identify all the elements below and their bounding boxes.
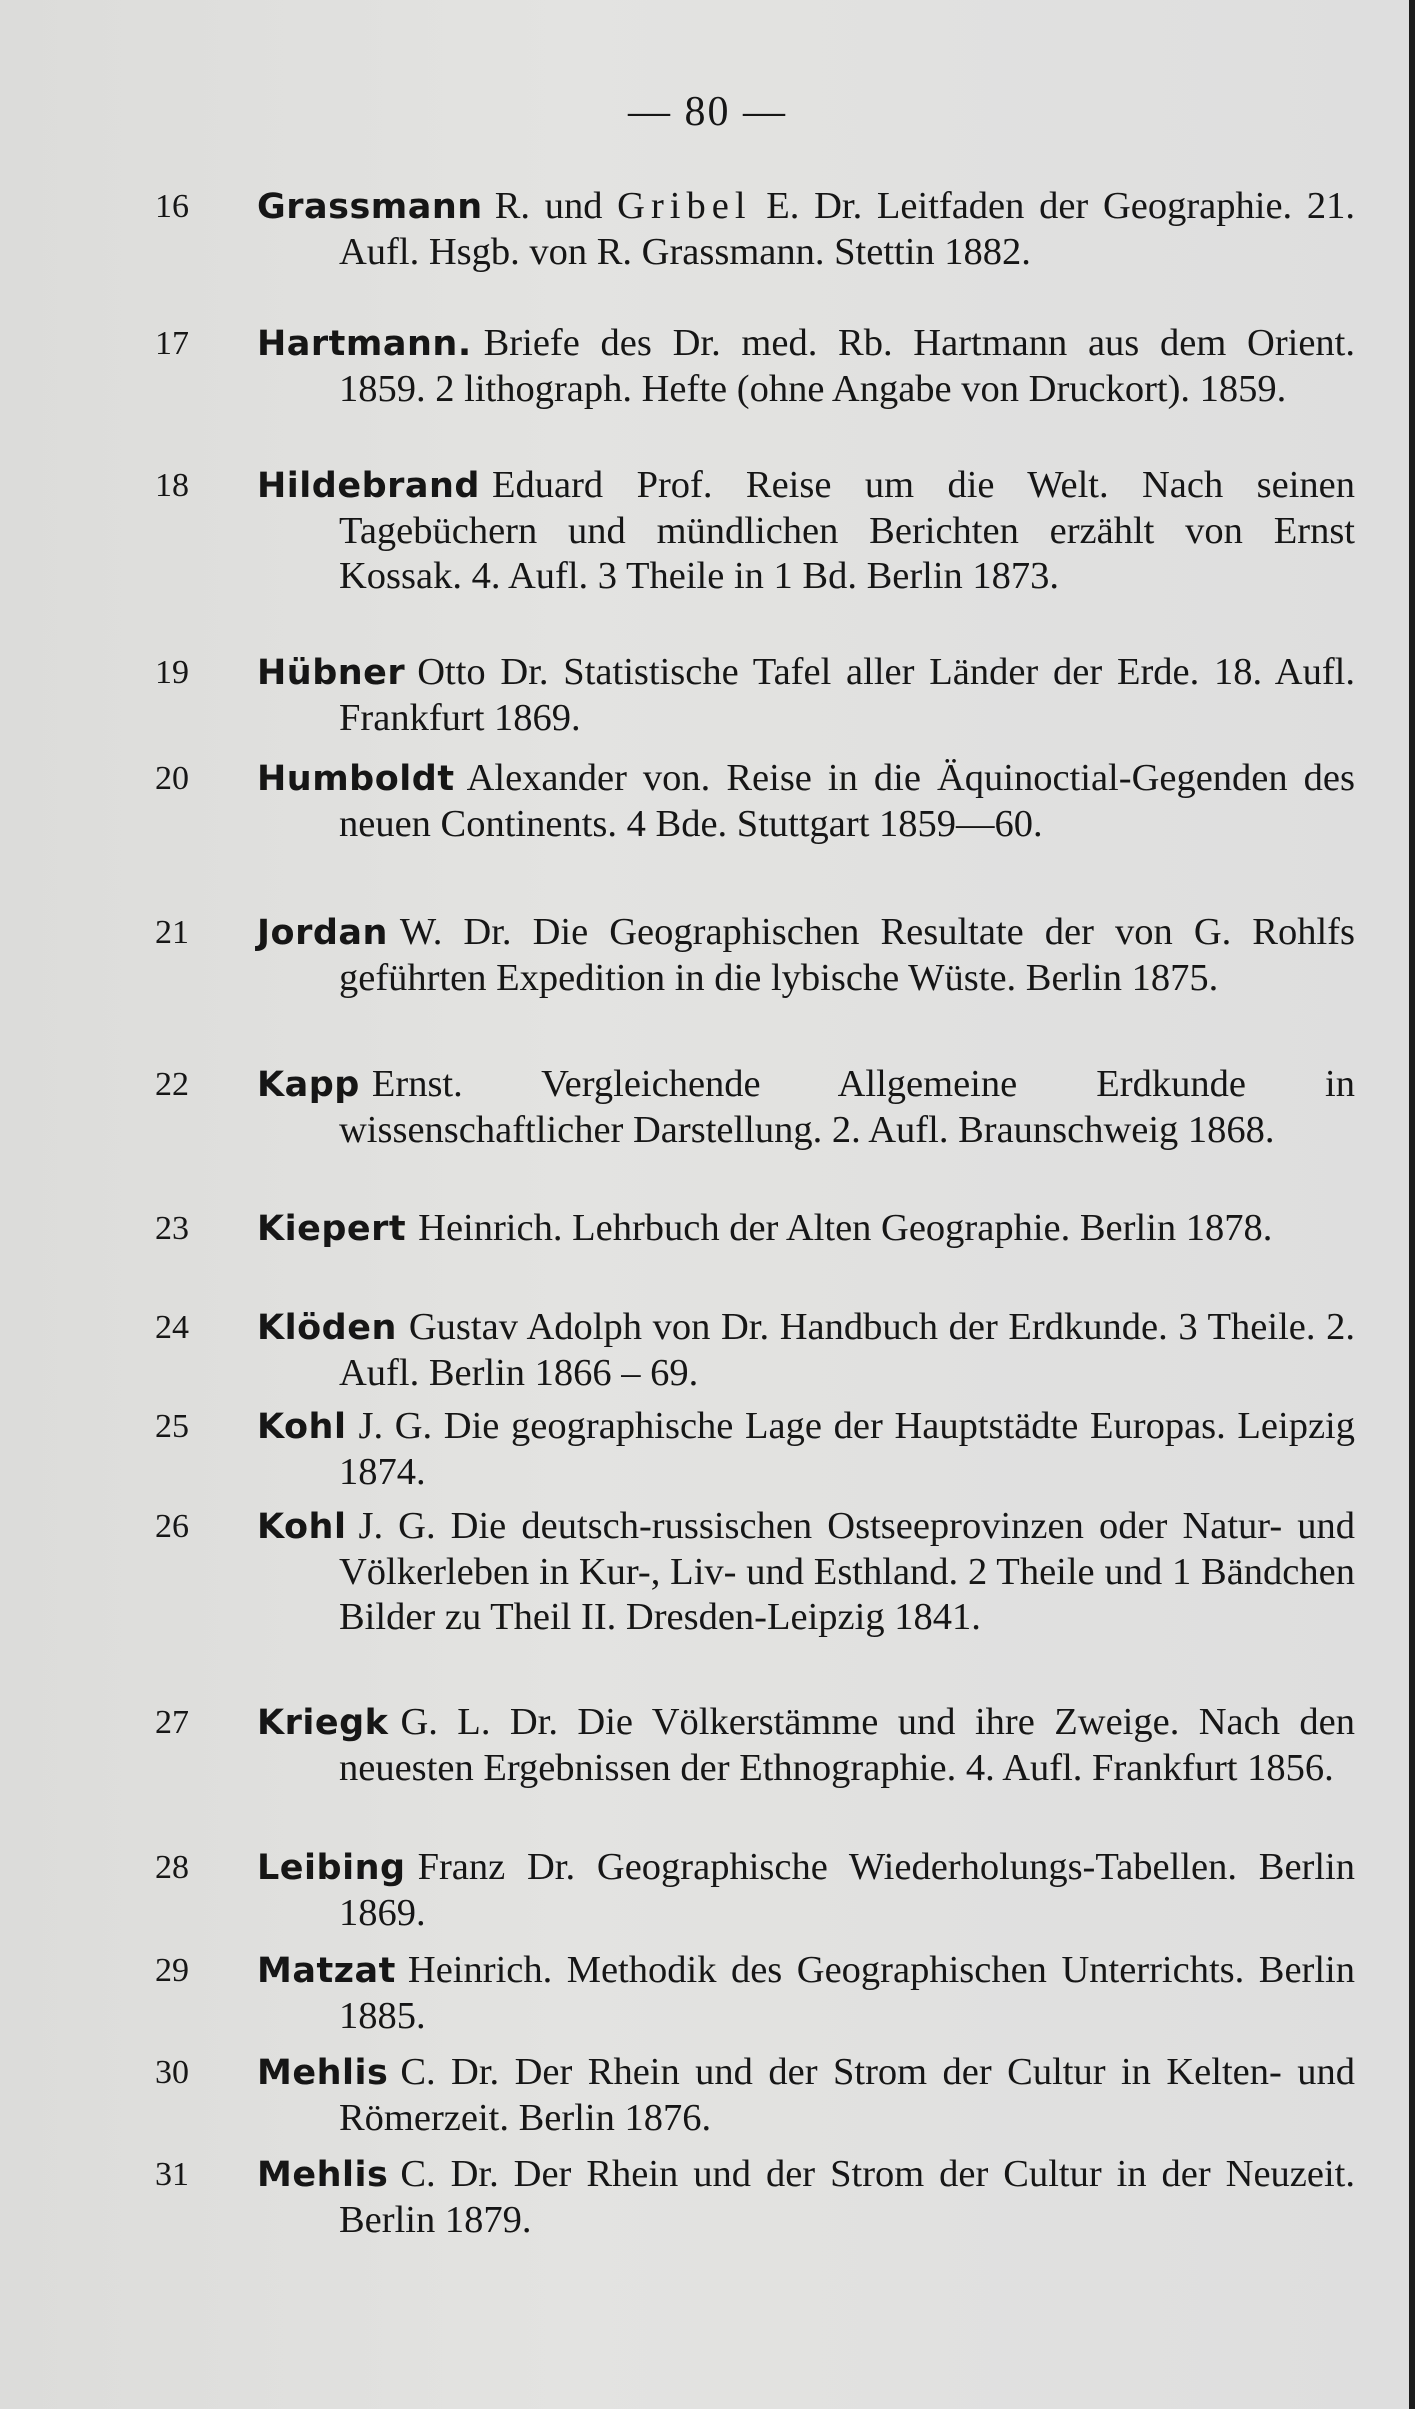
entry-number: 22 bbox=[155, 1066, 189, 1103]
entry-author: Mehlis bbox=[257, 2155, 389, 2195]
entry-text: Mehlis C. Dr. Der Rhein und der Strom der Cultur in Kelten- und Römerzeit. Berlin 1876. bbox=[257, 2051, 1355, 2139]
entry-text: Kohl J. G. Die deutsch-russischen Ostseeprovinzen oder Natur- und Völkerleben in Kur-, Liv- und Esthland. 2 Theile und 1 Bändchen Bilder zu Theil II. Dresden-Leipzig 1841. bbox=[257, 1505, 1355, 1638]
entry-author: Klöden bbox=[257, 1308, 397, 1348]
entry-number: 26 bbox=[155, 1508, 189, 1545]
entry-author: Humboldt bbox=[257, 759, 455, 799]
entry-author: Kohl bbox=[257, 1507, 347, 1547]
entry-text: Mehlis C. Dr. Der Rhein und der Strom der Cultur in der Neuzeit. Berlin 1879. bbox=[257, 2153, 1355, 2241]
entry-number: 30 bbox=[155, 2054, 189, 2091]
entry-text: Kohl J. G. Die geographische Lage der Hauptstädte Europas. Leipzig 1874. bbox=[257, 1405, 1355, 1493]
entry-text: Kiepert Heinrich. Lehrbuch der Alten Geographie. Berlin 1878. bbox=[257, 1207, 1273, 1249]
entry-number: 20 bbox=[155, 760, 189, 797]
entry-number: 25 bbox=[155, 1408, 189, 1445]
entry-number: 21 bbox=[155, 914, 189, 951]
entry-author: Kapp bbox=[257, 1065, 360, 1105]
entry-author: Hübner bbox=[257, 653, 406, 693]
entry-author: Hartmann. bbox=[257, 324, 472, 364]
entry-number: 24 bbox=[155, 1309, 189, 1346]
entry-number: 19 bbox=[155, 654, 189, 691]
entry-author: Hildebrand bbox=[257, 466, 480, 506]
entry-text: Leibing Franz Dr. Geographische Wiederholungs-Tabellen. Berlin 1869. bbox=[257, 1846, 1355, 1934]
entry-number: 31 bbox=[155, 2156, 189, 2193]
entry-text: Matzat Heinrich. Methodik des Geographischen Unterrichts. Berlin 1885. bbox=[257, 1949, 1355, 2037]
entry-text: Kriegk G. L. Dr. Die Völkerstämme und ihre Zweige. Nach den neuesten Ergebnissen der Ethnographie. 4. Aufl. Frankfurt 1856. bbox=[257, 1701, 1355, 1789]
entry-number: 18 bbox=[155, 467, 189, 504]
entry-number: 23 bbox=[155, 1210, 189, 1247]
entry-number: 16 bbox=[155, 188, 189, 225]
entry-author: Mehlis bbox=[257, 2053, 389, 2093]
entry-author: Leibing bbox=[257, 1848, 406, 1888]
entry-author: Matzat bbox=[257, 1951, 396, 1991]
entry-text: Humboldt Alexander von. Reise in die Äquinoctial-Gegenden des neuen Continents. 4 Bde. Stuttgart 1859—60. bbox=[257, 757, 1355, 845]
entry-author: Kiepert bbox=[257, 1209, 407, 1249]
entry-text: Kapp Ernst. Vergleichende Allgemeine Erdkunde in wissenschaftlicher Darstellung. 2. Aufl. Braunschweig 1868. bbox=[257, 1063, 1355, 1151]
entry-text: Grassmann R. und Gribel E. Dr. Leitfaden der Geographie. 21. Aufl. Hsgb. von R. Grassmann. Stettin 1882. bbox=[257, 185, 1355, 273]
entry-text: Jordan W. Dr. Die Geographischen Resultate der von G. Rohlfs geführten Expedition in die lybische Wüste. Berlin 1875. bbox=[257, 911, 1355, 999]
entry-number: 29 bbox=[155, 1952, 189, 1989]
page-number: — 80 — bbox=[628, 89, 787, 135]
entry-author: Kohl bbox=[257, 1407, 347, 1447]
entry-number: 28 bbox=[155, 1849, 189, 1886]
entry-text: Hildebrand Eduard Prof. Reise um die Welt. Nach seinen Tagebüchern und mündlichen Berichten erzählt von Ernst Kossak. 4. Aufl. 3 Theile in 1 Bd. Berlin 1873. bbox=[257, 464, 1355, 597]
entry-coauthor: Gribel bbox=[617, 185, 752, 227]
entry-author: Grassmann bbox=[257, 187, 483, 227]
entry-text: Hartmann. Briefe des Dr. med. Rb. Hartmann aus dem Orient. 1859. 2 lithograph. Hefte (ohne Angabe von Druckort). 1859. bbox=[257, 322, 1355, 410]
entry-text: Hübner Otto Dr. Statistische Tafel aller Länder der Erde. 18. Aufl. Frankfurt 1869. bbox=[257, 651, 1355, 739]
entry-text: Klöden Gustav Adolph von Dr. Handbuch der Erdkunde. 3 Theile. 2. Aufl. Berlin 1866 – 69. bbox=[257, 1306, 1355, 1394]
entry-number: 17 bbox=[155, 325, 189, 362]
entry-author: Jordan bbox=[257, 913, 388, 953]
entry-author: Kriegk bbox=[257, 1703, 389, 1743]
entry-number: 27 bbox=[155, 1704, 189, 1741]
